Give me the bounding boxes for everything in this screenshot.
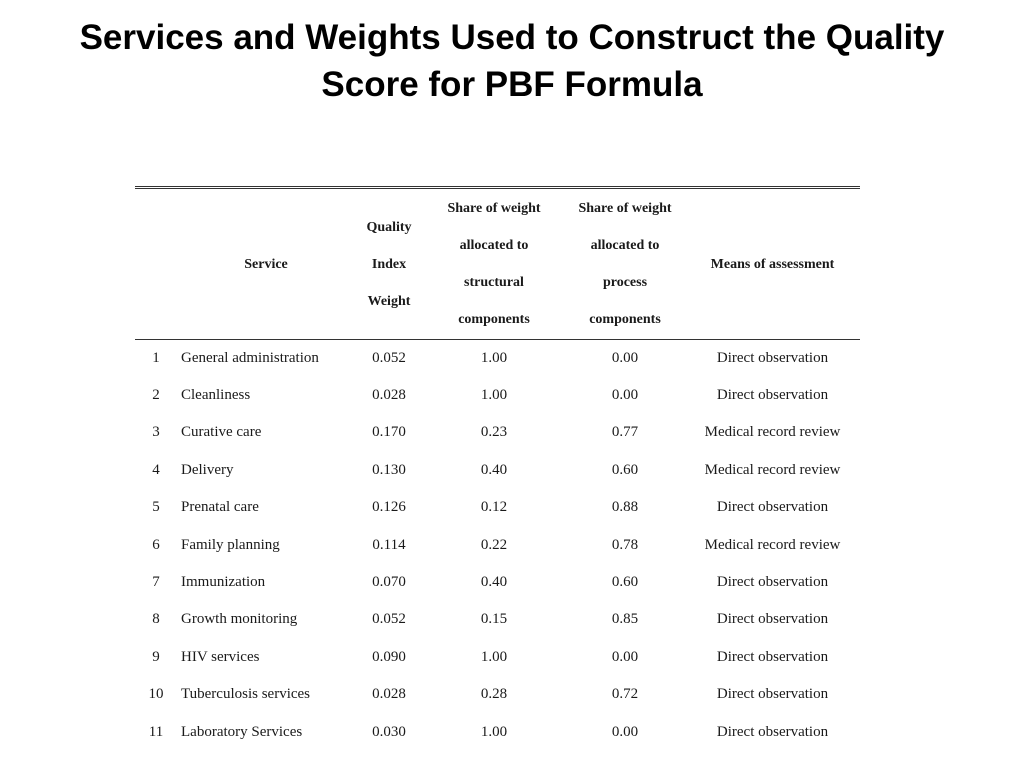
row-structural: 0.28	[480, 686, 508, 703]
header-process-share	[565, 188, 685, 340]
row-weight: 0.070	[372, 574, 406, 591]
table-row	[135, 340, 860, 377]
row-structural: 0.40	[480, 461, 508, 478]
row-number: 1	[152, 349, 160, 366]
row-service: Cleanliness	[181, 387, 251, 404]
header-process-line: components	[589, 312, 661, 327]
header-structural-line: components	[458, 312, 530, 327]
row-means: Direct observation	[716, 648, 829, 665]
row-process: 0.85	[611, 611, 639, 628]
row-service: Immunization	[181, 574, 266, 591]
slide-title: Services and Weights Used to Construct the Quality Score for PBF Formula	[79, 18, 945, 104]
header-means-of-assessment: Means of assessment	[685, 188, 860, 340]
row-number: 7	[152, 574, 160, 591]
table-row	[135, 377, 860, 414]
header-structural-line: Share of weight	[447, 201, 541, 216]
table-row	[135, 639, 860, 676]
row-structural: 0.12	[480, 499, 508, 516]
row-process: 0.78	[611, 536, 639, 553]
row-means: Medical record review	[704, 461, 841, 478]
row-weight: 0.170	[372, 424, 406, 441]
row-weight: 0.090	[372, 648, 406, 665]
row-process: 0.60	[611, 461, 639, 478]
row-number: 4	[152, 461, 160, 478]
header-structural-line: structural	[464, 275, 524, 290]
row-structural: 1.00	[480, 387, 508, 404]
table-row	[135, 489, 860, 526]
table-row	[135, 452, 860, 489]
row-structural: 1.00	[480, 349, 508, 366]
row-structural: 1.00	[480, 723, 508, 740]
row-means: Direct observation	[716, 574, 829, 591]
header-process-line: Share of weight	[578, 201, 672, 216]
services-table-container	[135, 186, 860, 751]
row-means: Direct observation	[716, 723, 829, 740]
row-number: 10	[148, 686, 164, 703]
row-process: 0.77	[611, 424, 639, 441]
row-service: Growth monitoring	[181, 611, 298, 628]
row-process: 0.00	[611, 648, 639, 665]
header-structural-share	[423, 188, 565, 340]
row-process: 0.72	[611, 686, 639, 703]
table-row	[135, 414, 860, 451]
row-weight: 0.126	[372, 499, 406, 516]
row-weight: 0.028	[372, 387, 406, 404]
row-structural: 1.00	[480, 648, 508, 665]
row-number: 11	[148, 723, 164, 740]
header-weight-line: Weight	[367, 293, 411, 309]
row-service: General administration	[181, 349, 319, 366]
row-means: Direct observation	[716, 349, 829, 366]
header-process-line: allocated to	[590, 238, 660, 253]
row-structural: 0.23	[480, 424, 508, 441]
row-service: HIV services	[181, 648, 260, 665]
row-weight: 0.114	[372, 536, 406, 553]
row-weight: 0.052	[372, 349, 406, 366]
row-number: 6	[152, 536, 160, 553]
row-service: Laboratory Services	[181, 723, 303, 740]
row-number: 2	[152, 387, 160, 404]
row-number: 8	[152, 611, 160, 628]
table-row	[135, 526, 860, 563]
row-structural: 0.22	[480, 536, 508, 553]
header-number	[135, 188, 177, 340]
row-weight: 0.030	[372, 723, 406, 740]
row-weight: 0.052	[372, 611, 406, 628]
row-means: Medical record review	[704, 424, 841, 441]
table-row	[135, 601, 860, 638]
table-header-row	[135, 188, 860, 340]
header-quality-index-weight	[355, 188, 423, 340]
row-service: Delivery	[181, 461, 234, 478]
table-row	[135, 564, 860, 601]
table-body	[135, 340, 860, 751]
table-row	[135, 713, 860, 750]
header-process-line: process	[602, 275, 648, 290]
table-row	[135, 676, 860, 713]
row-service: Family planning	[181, 536, 280, 553]
row-means: Medical record review	[704, 536, 841, 553]
row-number: 3	[152, 424, 160, 441]
row-means: Direct observation	[716, 499, 829, 516]
header-weight-line: Quality	[366, 219, 412, 235]
row-service: Tuberculosis services	[181, 686, 311, 703]
row-process: 0.00	[611, 349, 639, 366]
row-means: Direct observation	[716, 686, 829, 703]
row-structural: 0.15	[480, 611, 508, 628]
row-process: 0.00	[611, 387, 639, 404]
header-structural-line: allocated to	[459, 238, 529, 253]
row-means: Direct observation	[716, 387, 829, 404]
row-weight: 0.130	[372, 461, 406, 478]
row-service: Prenatal care	[181, 499, 259, 516]
row-structural: 0.40	[480, 574, 508, 591]
row-number: 5	[152, 499, 160, 516]
row-process: 0.00	[611, 723, 639, 740]
row-number: 9	[152, 648, 160, 665]
row-weight: 0.028	[372, 686, 406, 703]
row-process: 0.60	[611, 574, 639, 591]
services-weights-table	[135, 186, 860, 751]
row-process: 0.88	[611, 499, 639, 516]
row-service: Curative care	[181, 424, 262, 441]
header-service: Service	[177, 188, 355, 340]
row-means: Direct observation	[716, 611, 829, 628]
header-weight-line: Index	[371, 256, 407, 272]
